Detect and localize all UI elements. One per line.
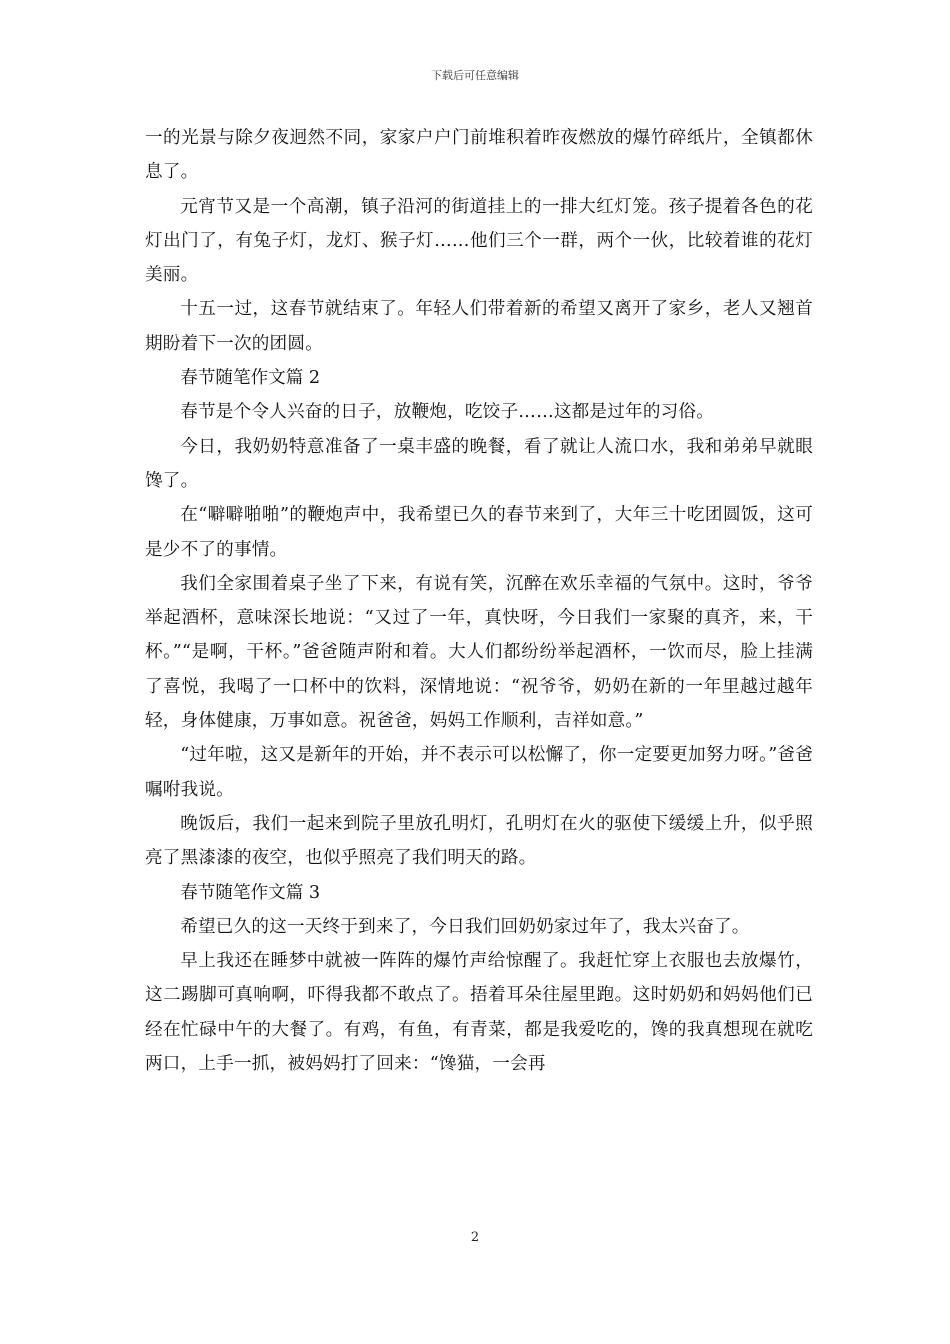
paragraph: 元宵节又是一个高潮，镇子沿河的街道挂上的一排大红灯笼。孩子提着各色的花灯出门了，有兔子灯，龙灯、猴子灯……他们三个一群，两个一伙，比较着谁的花灯美丽。: [145, 196, 813, 286]
paragraph: 晚饭后，我们一起来到院子里放孔明灯，孔明灯在火的驱使下缓缓上升，似乎照亮了黑漆漆的夜空，也似乎照亮了我们明天的路。: [145, 813, 813, 869]
paragraph: 十五一过，这春节就结束了。年轻人们带着新的希望又离开了家乡，老人又翘首期盼着下一次的团圆。: [145, 299, 813, 354]
paragraph-continuation: 一的光景与除夕夜迥然不同，家家户户门前堆积着昨夜燃放的爆竹碎纸片，全镇都休息了。: [145, 128, 813, 183]
section-heading: 春节随笔作文篇 2: [180, 368, 321, 389]
section-heading: 春节随笔作文篇 3: [180, 882, 321, 903]
page-header: 下载后可任意编辑: [431, 69, 519, 82]
paragraph: “过年啦，这又是新年的开始，并不表示可以松懈了，你一定要更加努力呀。”爸爸嘱咐我说。: [145, 745, 813, 800]
paragraph: 希望已久的这一天终于到来了，今日我们回奶奶家过年了，我太兴奋了。: [180, 916, 750, 937]
paragraph: 春节是个令人兴奋的日子，放鞭炮，吃饺子……这都是过年的习俗。: [180, 402, 715, 423]
page-number: 2: [470, 1230, 480, 1245]
paragraph: 我们全家围着桌子坐了下来，有说有笑，沉醉在欢乐幸福的气氛中。这时，爷爷举起酒杯，意味深长地说：“又过了一年，真快呀，今日我们一家聚的真齐，来，干杯。”“是啊，干杯。”爸爸随声附和着。大人们都纷纷举起酒杯，一饮而尽，脸上挂满了喜悦，我喝了一口杯中的饮料，深情地说：“祝爷爷，奶奶在新的一年里越过越年轻，身体健康，万事如意。祝爸爸，妈妈工作顺利，吉祥如意。”: [145, 573, 813, 732]
paragraph: 早上我还在睡梦中就被一阵阵的爆竹声给惊醒了。我赶忙穿上衣服也去放爆竹，这二踢脚可真响啊，吓得我都不敢点了。捂着耳朵往屋里跑。这时奶奶和妈妈他们已经在忙碌中午的大餐了。有鸡，有鱼，有青菜，都是我爱吃的，馋的我真想现在就吃两口，上手一抓，被妈妈打了回来：“馋猫，一会再: [145, 951, 813, 1075]
paragraph: 在“噼噼啪啪”的鞭炮声中，我希望已久的春节来到了，大年三十吃团圆饭，这可是少不了的事情。: [145, 505, 813, 560]
document-body: [145, 121, 813, 1081]
paragraph: 今日，我奶奶特意准备了一桌丰盛的晚餐，看了就让人流口水，我和弟弟早就眼馋了。: [145, 436, 813, 491]
